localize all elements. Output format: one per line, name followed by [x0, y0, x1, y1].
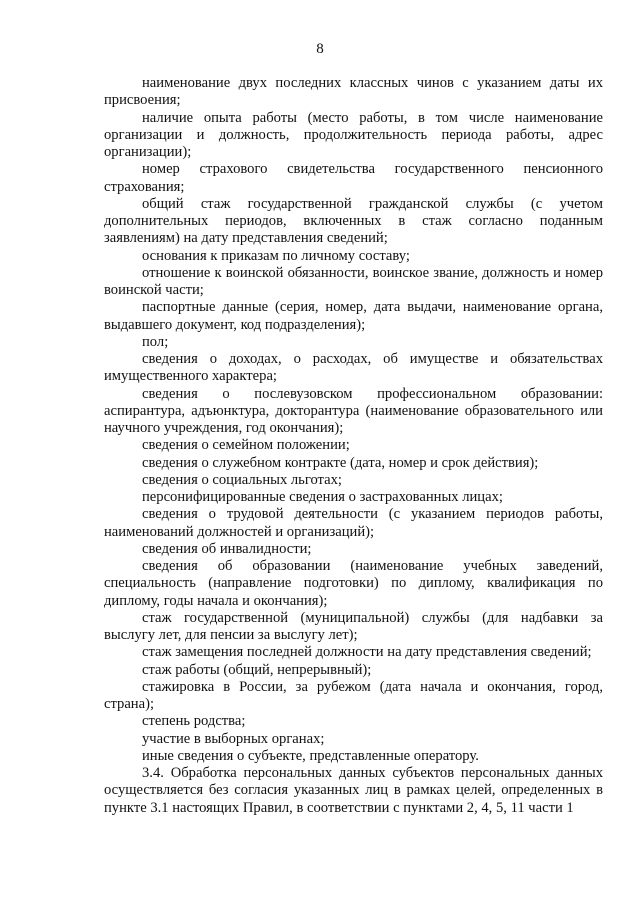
list-item: стаж замещения последней должности на дату представления сведений; — [142, 644, 592, 661]
clause-3-4: 3.4. Обработка персональных данных субъектов персональных данных осуществляется без согласия указанных лиц в рамках целей, определенных в пункте 3.1 настоящих Правил, в соответствии с пунктами 2, 4, 5, 11 части 1 — [104, 765, 603, 816]
document-body — [104, 75, 603, 817]
list-item: сведения об образовании (наименование учебных заведений, специальность (направление подготовки) по диплому, квалификация по диплому, годы начала и окончания); — [104, 558, 603, 609]
list-item: сведения о семейном положении; — [142, 437, 350, 454]
list-item: иные сведения о субъекте, представленные оператору. — [142, 747, 479, 764]
list-item: персонифицированные сведения о застрахованных лицах; — [142, 489, 503, 505]
list-item: наименование двух последних классных чинов с указанием даты их присвоения; — [104, 75, 603, 109]
list-item: степень родства; — [142, 713, 246, 730]
list-item: номер страхового свидетельства государственного пенсионного страхования; — [104, 161, 603, 195]
list-item: участие в выборных органах; — [142, 730, 325, 747]
page-number: 8 — [316, 41, 324, 57]
list-item: общий стаж государственной гражданской службы (с учетом дополнительных периодов, включенных в стаж согласно поданным заявлениям) на дату представления сведений; — [104, 195, 603, 247]
list-item: сведения о трудовой деятельности (с указанием периодов работы, наименований должностей и организаций); — [104, 506, 603, 540]
list-item: сведения о социальных льготах; — [142, 471, 342, 488]
list-item: сведения о послевузовском профессиональном образовании: аспирантура, адъюнктура, докторантура (наименование образовательного или научного учреждения, год окончания); — [104, 385, 603, 436]
list-item: пол; — [142, 333, 169, 350]
list-item: сведения о доходах, о расходах, об имуществе и обязательствах имущественного характера; — [104, 351, 603, 385]
list-item: стаж государственной (муниципальной) службы (для надбавки за выслугу лет, для пенсии за выслугу лет); — [104, 609, 603, 643]
list-item: сведения о служебном контракте (дата, номер и срок действия); — [142, 454, 539, 471]
list-item: паспортные данные (серия, номер, дата выдачи, наименование органа, выдавшего документ, код подразделения); — [104, 299, 603, 333]
list-item: сведения об инвалидности; — [142, 540, 312, 557]
list-item: наличие опыта работы (место работы, в том числе наименование организации и должность, продолжительность периода работы, адрес организации); — [104, 109, 603, 160]
list-item: основания к приказам по личному составу; — [142, 247, 410, 264]
list-item: отношение к воинской обязанности, воинское звание, должность и номер воинской части; — [104, 264, 603, 298]
list-item: стажировка в России, за рубежом (дата начала и окончания, город, страна); — [104, 678, 603, 712]
list-item: стаж работы (общий, непрерывный); — [142, 661, 372, 678]
